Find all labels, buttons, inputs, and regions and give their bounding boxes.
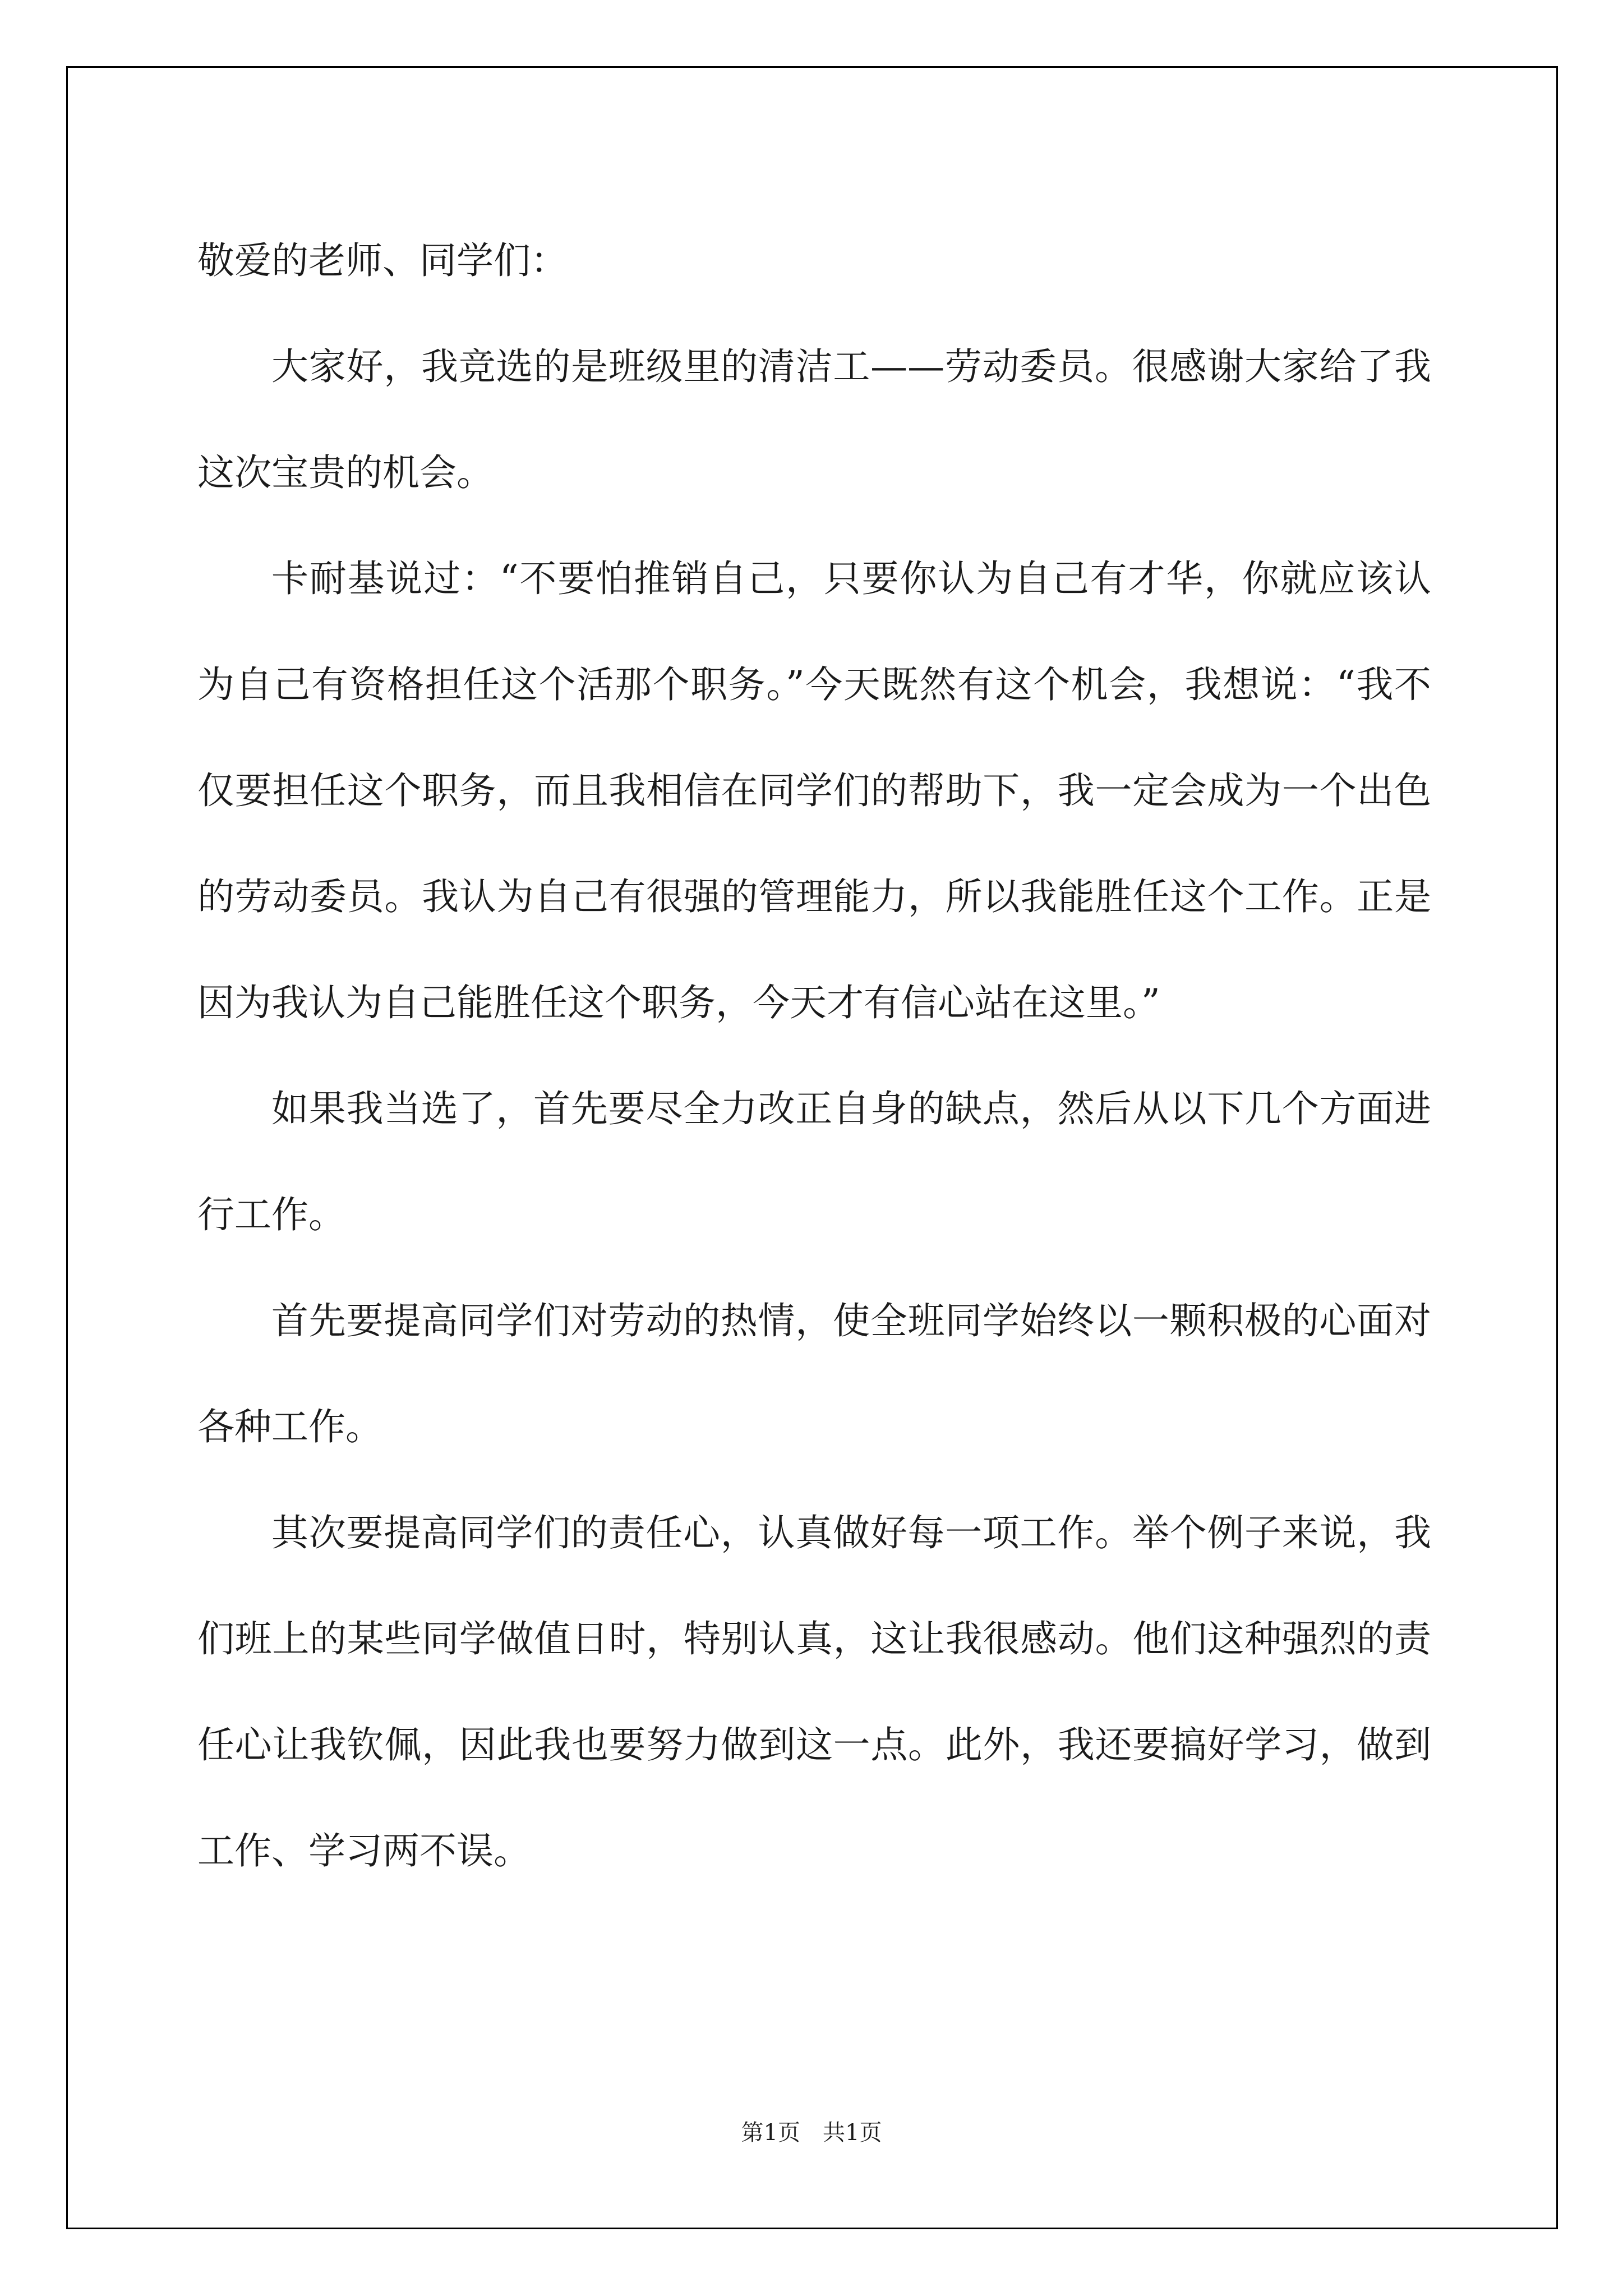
paragraph-4: 首先要提高同学们对劳动的热情，使全班同学始终以一颗积极的心面对各种工作。 (197, 1299, 1431, 1448)
paragraph-2: 卡耐基说过：“不要怕推销自己，只要你认为自己有才华，你就应该认为自己有资格担任这个活那个职务。”今天既然有这个机会，我想说：“我不仅要担任这个职务，而且我相信在同学们的帮助下，我一定会成为一个出色的劳动委员。我认为自己有很强的管理能力，所以我能胜任这个工作。正是因为我认为自己能胜任这个职务，今天才有信心站在这里。” (197, 557, 1431, 1024)
paragraph-5: 其次要提高同学们的责任心，认真做好每一项工作。举个例子来说，我们班上的某些同学做值日时，特别认真，这让我很感动。他们这种强烈的责任心让我钦佩，因此我也要努力做到这一点。此外，我还要搞好学习，做到工作、学习两不误。 (197, 1511, 1431, 1872)
page-number-footer: 第1页 共1页 (741, 2120, 882, 2146)
paragraph-1: 大家好，我竞选的是班级里的清洁工——劳动委员。很感谢大家给了我这次宝贵的机会。 (197, 345, 1431, 494)
document-body (197, 208, 1431, 1904)
paragraph-3: 如果我当选了，首先要尽全力改正自身的缺点，然后从以下几个方面进行工作。 (197, 1087, 1431, 1236)
salutation: 敬爱的老师、同学们： (197, 239, 568, 282)
